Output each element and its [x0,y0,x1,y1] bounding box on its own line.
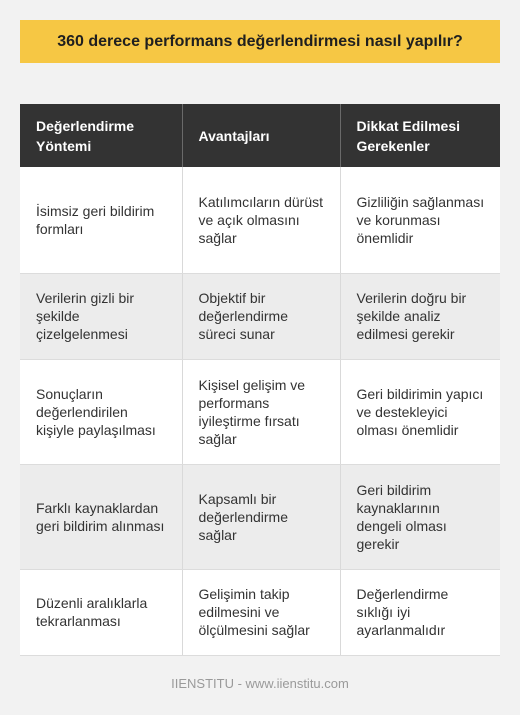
table-row [20,464,500,569]
table-cell-advantage: Kişisel gelişim ve performans iyileştirme fırsatı sağlar [182,359,340,464]
table-row [20,167,500,273]
evaluation-methods-table [20,104,500,656]
table-cell-advantage: Kapsamlı bir değerlendirme sağlar [182,464,340,569]
table-cell-method: Düzenli aralıklarla tekrarlanması [20,569,182,655]
footer-credit: IIENSTITU - www.iienstitu.com [171,676,349,691]
table-cell-method: Farklı kaynaklardan geri bildirim alınması [20,464,182,569]
title-banner [20,20,500,63]
table-cell-advantage: Gelişimin takip edilmesini ve ölçülmesini sağlar [182,569,340,655]
table-cell-consideration: Gizliliğin sağlanması ve korunması önemlidir [340,167,500,273]
table-cell-consideration: Geri bildirim kaynaklarının dengeli olması gerekir [340,464,500,569]
table-cell-advantage: Katılımcıların dürüst ve açık olmasını sağlar [182,167,340,273]
table-cell-method: İsimsiz geri bildirim formları [20,167,182,273]
table-row [20,569,500,655]
table-cell-advantage: Objektif bir değerlendirme süreci sunar [182,273,340,359]
column-header-method: Değerlendirme Yöntemi [20,104,182,167]
table-cell-consideration: Geri bildirimin yapıcı ve destekleyici olması önemlidir [340,359,500,464]
table-row [20,273,500,359]
column-header-considerations: Dikkat Edilmesi Gerekenler [340,104,500,167]
page-title: 360 derece performans değerlendirmesi nasıl yapılır? [57,32,463,50]
table-row [20,359,500,464]
table-header-row [20,104,500,167]
table-cell-method: Verilerin gizli bir şekilde çizelgelenmesi [20,273,182,359]
table-cell-consideration: Değerlendirme sıklığı iyi ayarlanmalıdır [340,569,500,655]
table-cell-consideration: Verilerin doğru bir şekilde analiz edilmesi gerekir [340,273,500,359]
column-header-advantages: Avantajları [182,104,340,167]
table-cell-method: Sonuçların değerlendirilen kişiyle paylaşılması [20,359,182,464]
